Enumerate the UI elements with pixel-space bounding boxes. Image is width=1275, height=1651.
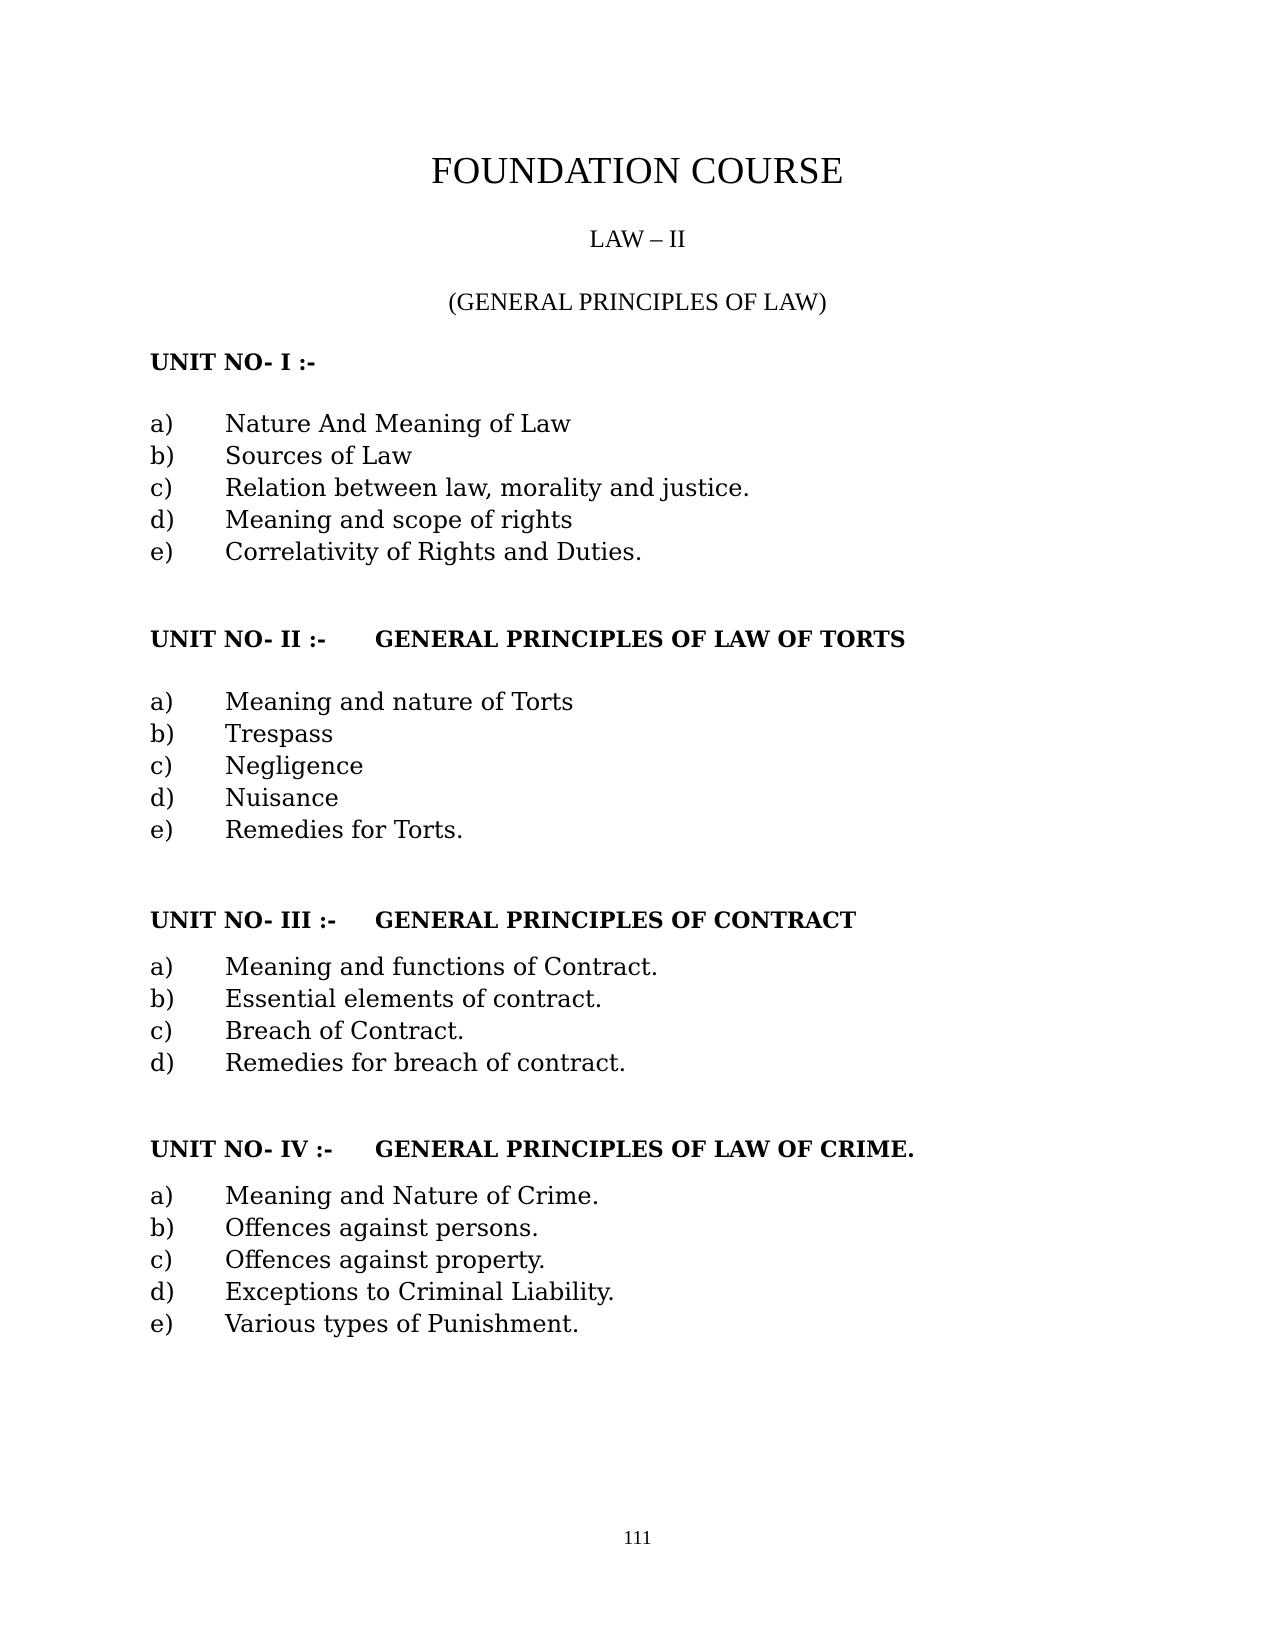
list-marker: d) — [150, 1278, 175, 1306]
list-item — [150, 504, 750, 536]
list-marker: d) — [150, 1049, 175, 1077]
page-subtitle: LAW – II — [589, 226, 686, 253]
page-title: FOUNDATION COURSE — [431, 150, 844, 192]
list-marker: b) — [150, 985, 175, 1013]
list-item-text: Relation between law, morality and justice. — [225, 474, 751, 502]
list-item — [150, 814, 574, 846]
unit-label: UNIT NO- IV :- — [150, 1137, 333, 1163]
unit-label: UNIT NO- III :- — [150, 908, 337, 934]
list-item-text: Meaning and Nature of Crime. — [225, 1182, 600, 1210]
unit-3-list — [150, 951, 658, 1079]
unit-3-heading — [150, 906, 856, 936]
list-item-text: Nature And Meaning of Law — [225, 410, 571, 438]
list-item — [150, 686, 574, 718]
unit-label: UNIT NO- II :- — [150, 627, 326, 653]
list-marker: b) — [150, 1214, 175, 1242]
list-marker: b) — [150, 442, 175, 470]
list-item — [150, 408, 750, 440]
unit-label: UNIT NO- I :- — [150, 350, 316, 376]
list-marker: e) — [150, 538, 174, 566]
unit-2-heading — [150, 625, 906, 655]
page-subtitle-parenthetical: (GENERAL PRINCIPLES OF LAW) — [448, 289, 827, 316]
list-item-text: Trespass — [225, 720, 334, 748]
list-item — [150, 1308, 615, 1340]
unit-1-heading — [150, 348, 375, 378]
list-item — [150, 718, 574, 750]
list-item — [150, 1212, 615, 1244]
list-item-text: Breach of Contract. — [225, 1017, 465, 1045]
unit-4-heading — [150, 1135, 915, 1165]
unit-topic: GENERAL PRINCIPLES OF LAW OF TORTS — [375, 627, 906, 653]
list-item — [150, 536, 750, 568]
unit-1-list — [150, 408, 750, 568]
list-item-text: Meaning and nature of Torts — [225, 688, 574, 716]
list-item — [150, 440, 750, 472]
list-item-text: Essential elements of contract. — [225, 985, 603, 1013]
list-item-text: Nuisance — [225, 784, 339, 812]
list-item — [150, 951, 658, 983]
list-item — [150, 782, 574, 814]
list-item — [150, 1276, 615, 1308]
list-marker: d) — [150, 784, 175, 812]
list-item-text: Negligence — [225, 752, 364, 780]
list-item — [150, 1180, 615, 1212]
list-item — [150, 1047, 658, 1079]
list-marker: a) — [150, 1182, 174, 1210]
list-item-text: Offences against property. — [225, 1246, 546, 1274]
list-marker: b) — [150, 720, 175, 748]
list-marker: c) — [150, 474, 173, 502]
list-item — [150, 750, 574, 782]
page-number: 111 — [623, 1527, 652, 1549]
list-item — [150, 983, 658, 1015]
unit-topic: GENERAL PRINCIPLES OF CONTRACT — [375, 908, 857, 934]
list-marker: a) — [150, 953, 174, 981]
list-marker: a) — [150, 410, 174, 438]
list-marker: d) — [150, 506, 175, 534]
list-marker: c) — [150, 1246, 173, 1274]
list-marker: a) — [150, 688, 174, 716]
unit-4-list — [150, 1180, 615, 1340]
unit-2-list — [150, 686, 574, 846]
list-item-text: Offences against persons. — [225, 1214, 539, 1242]
unit-topic: GENERAL PRINCIPLES OF LAW OF CRIME. — [375, 1137, 915, 1163]
list-marker: c) — [150, 752, 173, 780]
list-item-text: Exceptions to Criminal Liability. — [225, 1278, 615, 1306]
list-item — [150, 1015, 658, 1047]
list-marker: e) — [150, 816, 174, 844]
list-item-text: Remedies for Torts. — [225, 816, 464, 844]
list-item — [150, 472, 750, 504]
list-marker: c) — [150, 1017, 173, 1045]
list-item-text: Sources of Law — [225, 442, 413, 470]
list-item-text: Various types of Punishment. — [225, 1310, 580, 1338]
list-item-text: Meaning and scope of rights — [225, 506, 573, 534]
list-item-text: Meaning and functions of Contract. — [225, 953, 659, 981]
list-item-text: Correlativity of Rights and Duties. — [225, 538, 643, 566]
list-marker: e) — [150, 1310, 174, 1338]
list-item — [150, 1244, 615, 1276]
list-item-text: Remedies for breach of contract. — [225, 1049, 627, 1077]
